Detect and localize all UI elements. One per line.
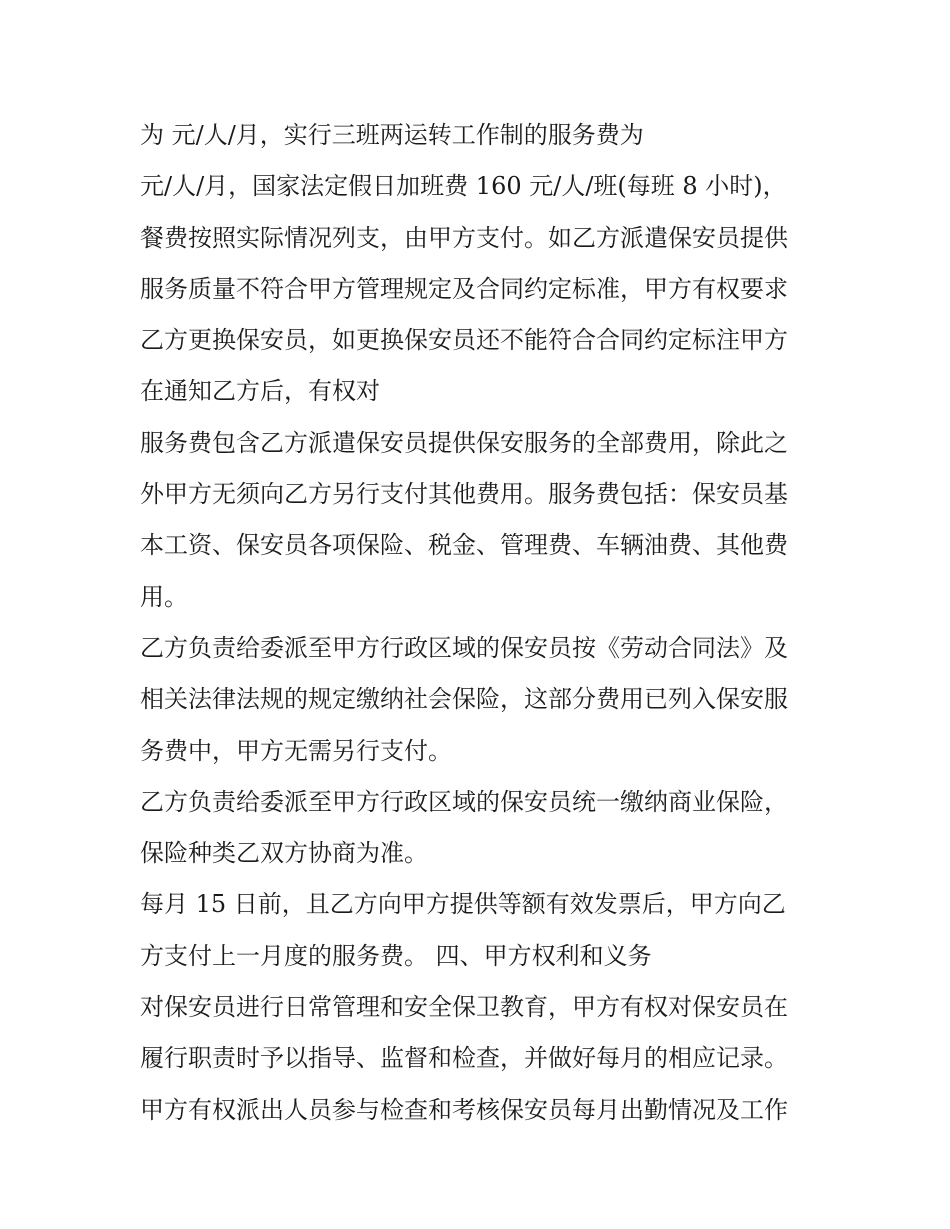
- text-line-4: 服务质量不符合甲方管理规定及合同约定标准，甲方有权要求: [140, 274, 788, 303]
- text-line-1: 为 元/人/月，实行三班两运转工作制的服务费为: [140, 121, 644, 149]
- text-line-19: 履行职责时予以指导、监督和检查，并做好每月的相应记录。: [140, 1044, 788, 1073]
- text-line-20: 甲方有权派出人员参与检查和考核保安员每月出勤情况及工作: [140, 1095, 788, 1124]
- text-line-7: 服务费包含乙方派遣保安员提供保安服务的全部费用，除此之: [140, 428, 788, 457]
- text-line-15: 保险种类乙双方协商为准。: [140, 839, 428, 868]
- text-line-9: 本工资、保安员各项保险、税金、管理费、车辆油费、其他费: [140, 531, 788, 560]
- text-line-18: 对保安员进行日常管理和安全保卫教育，甲方有权对保安员在: [140, 993, 788, 1022]
- text-line-12: 相关法律法规的规定缴纳社会保险，这部分费用已列入保安服: [140, 685, 788, 714]
- text-line-3: 餐费按照实际情况列支，由甲方支付。如乙方派遣保安员提供: [140, 223, 788, 252]
- text-line-6: 在通知乙方后，有权对: [140, 377, 380, 406]
- document-body: [140, 110, 820, 1136]
- text-line-8: 外甲方无须向乙方另行支付其他费用。服务费包括：保安员基: [140, 480, 788, 509]
- text-line-11: 乙方负责给委派至甲方行政区域的保安员按《劳动合同法》及: [140, 633, 788, 662]
- text-line-5: 乙方更换保安员，如更换保安员还不能符合合同约定标注甲方: [140, 326, 788, 355]
- text-line-13: 务费中，甲方无需另行支付。: [140, 736, 452, 765]
- text-line-16: 每月 15 日前，且乙方向甲方提供等额有效发票后，甲方向乙: [140, 890, 786, 919]
- text-line-2: 元/人/月，国家法定假日加班费 160 元/人/班(每班 8 小时)，: [140, 172, 787, 201]
- text-line-14: 乙方负责给委派至甲方行政区域的保安员统一缴纳商业保险，: [140, 787, 788, 816]
- text-line-10: 用。: [140, 582, 188, 611]
- text-line-17: 方支付上一月度的服务费。 四、甲方权利和义务: [140, 941, 652, 970]
